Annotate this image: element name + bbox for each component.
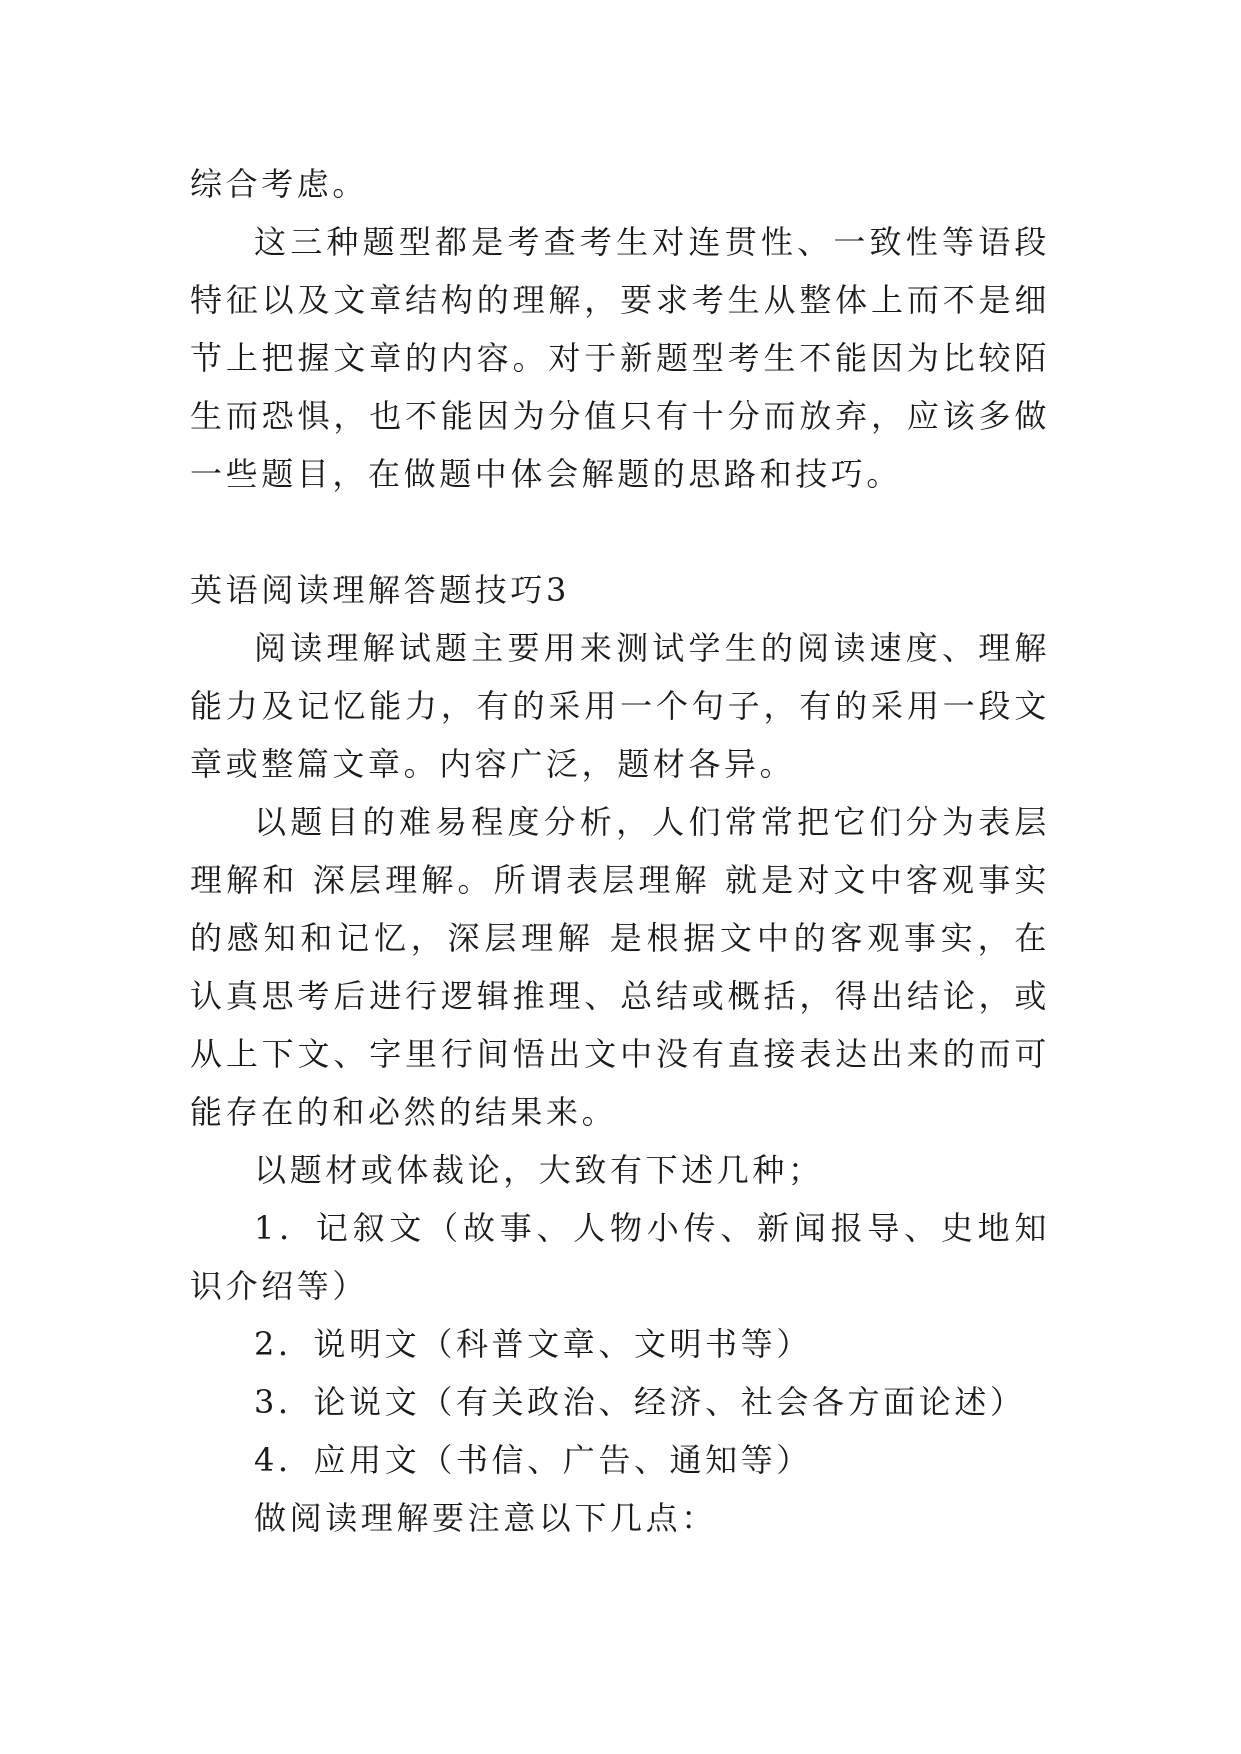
paragraph-notes-intro: 做阅读理解要注意以下几点： (254, 1499, 717, 1537)
list-item-narrative: 1．记叙文（故事、人物小传、新闻报导、史地知识介绍等） (190, 1209, 1050, 1305)
document-body (190, 155, 1050, 1547)
section-heading: 英语阅读理解答题技巧3 (190, 571, 570, 609)
paragraph-comprehension-levels: 以题目的难易程度分析，人们常常把它们分为表层理解和 深层理解。所谓表层理解 就是对文中客观事实的感知和记忆，深层理解 是根据文中的客观事实，在认真思考后进行逻辑推理、总结或概括，得出结论，或从上下文、字里行间悟出文中没有直接表达出来的而可能存在的和必然的结果来。 (190, 803, 1050, 1131)
paragraph-reading-purpose: 阅读理解试题主要用来测试学生的阅读速度、理解能力及记忆能力，有的采用一个句子，有的采用一段文章或整篇文章。内容广泛，题材各异。 (190, 629, 1050, 783)
list-item-practical: 4．应用文（书信、广告、通知等） (254, 1441, 812, 1479)
paragraph-question-types: 这三种题型都是考查考生对连贯性、一致性等语段特征以及文章结构的理解，要求考生从整体上而不是细节上把握文章的内容。对于新题型考生不能因为比较陌生而恐惧，也不能因为分值只有十分而放弃，应该多做一些题目，在做题中体会解题的思路和技巧。 (190, 223, 1050, 493)
section-gap (190, 503, 1050, 561)
paragraph-continuation: 综合考虑。 (190, 165, 369, 203)
list-item-expository: 2．说明文（科普文章、文明书等） (254, 1325, 812, 1363)
list-item-argumentative: 3．论说文（有关政治、经济、社会各方面论述） (254, 1383, 1026, 1421)
paragraph-genre-intro: 以题材或体裁论，大致有下述几种； (254, 1151, 824, 1189)
